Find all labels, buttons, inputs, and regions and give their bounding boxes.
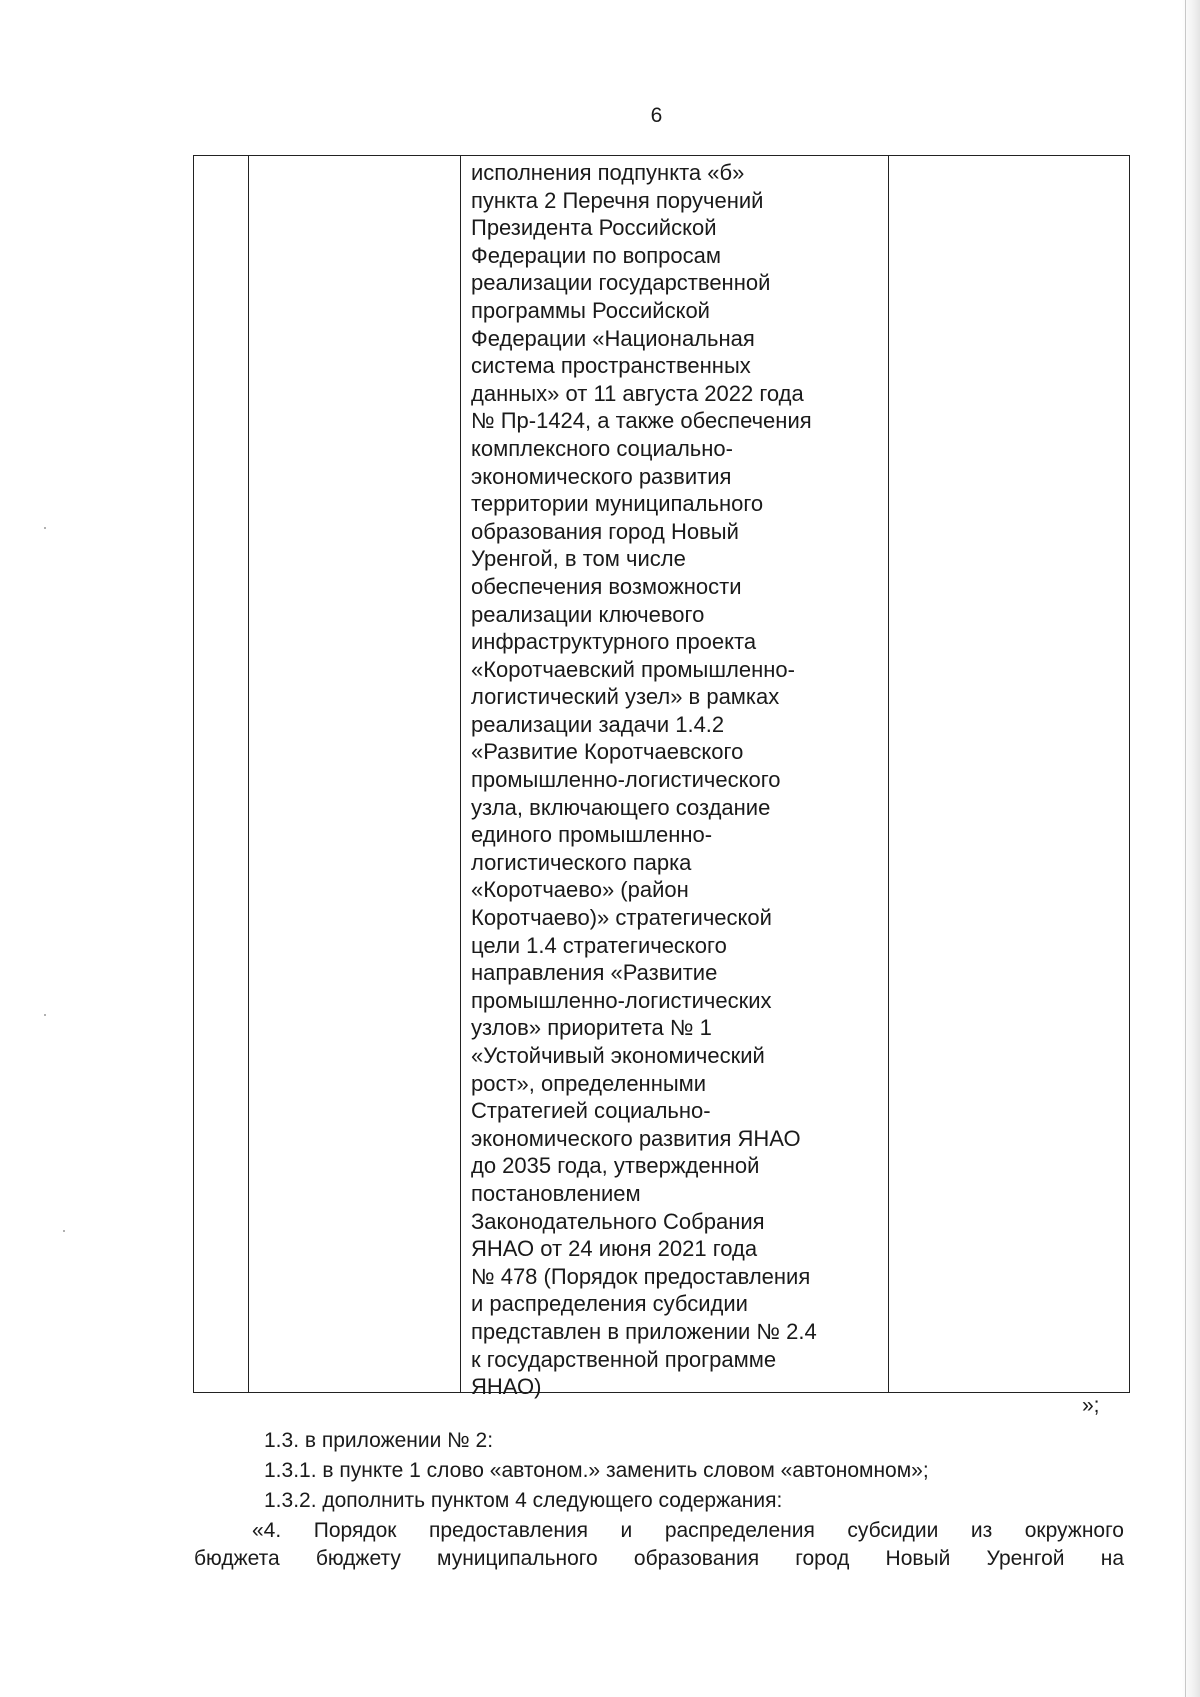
- document-table: [193, 155, 1130, 1400]
- table-cell-text: исполнения подпункта «б» пункта 2 Перечня поручений Президента Российской Федерации по вопросам реализации государственной программы Российской Федерации «Национальная система пространственных данных» от 11 августа 2022 года № Пр-1424, а также обеспечения комплексного социально- экономического развития территории муниципального образования город Новый Уренгой, в том числе обеспечения возможности реализации ключевого инфраструктурного проекта «Коротчаевский промышленно- логистический узел» в рамках реализации задачи 1.4.2 «Развитие Коротчаевского промышленно-логистического узла, включающего создание единого промышленно- логистического парка «Коротчаево» (район Коротчаево)» стратегической цели 1.4 стратегического направления «Развитие промышленно-логистических узлов» приоритета № 1 «Устойчивый экономический рост», определенными Стратегией социально- экономического развития ЯНАО до 2035 года, утвержденной постановлением Законодательного Собрания ЯНАО от 24 июня 2021 года № 478 (Порядок предоставления и распределения субсидии представлен в приложении № 2.4 к государственной программе ЯНАО): [471, 160, 817, 1400]
- scan-speck: [44, 527, 46, 529]
- paragraph-4-line-2: бюджета бюджету муниципального образования город Новый Уренгой на: [194, 1547, 1124, 1570]
- closing-quote-mark: »;: [1082, 1394, 1100, 1417]
- table-column-divider-3: [888, 156, 889, 1392]
- paragraph-4-line-1: «4. Порядок предоставления и распределения субсидии из окружного: [252, 1519, 1124, 1542]
- page-number: 6: [650, 104, 663, 127]
- paragraph-1-3-1: 1.3.1. в пункте 1 слово «автоном.» заменить словом «автономном»;: [264, 1459, 929, 1482]
- paragraph-1-3-2: 1.3.2. дополнить пунктом 4 следующего содержания:: [264, 1489, 783, 1512]
- scan-edge-line: [1185, 0, 1186, 1697]
- table-column-divider-2: [460, 156, 461, 1392]
- table-column-divider-1: [248, 156, 249, 1392]
- scan-speck: [44, 1014, 46, 1016]
- paragraph-1-3: 1.3. в приложении № 2:: [264, 1429, 494, 1452]
- scan-speck: [63, 1230, 65, 1232]
